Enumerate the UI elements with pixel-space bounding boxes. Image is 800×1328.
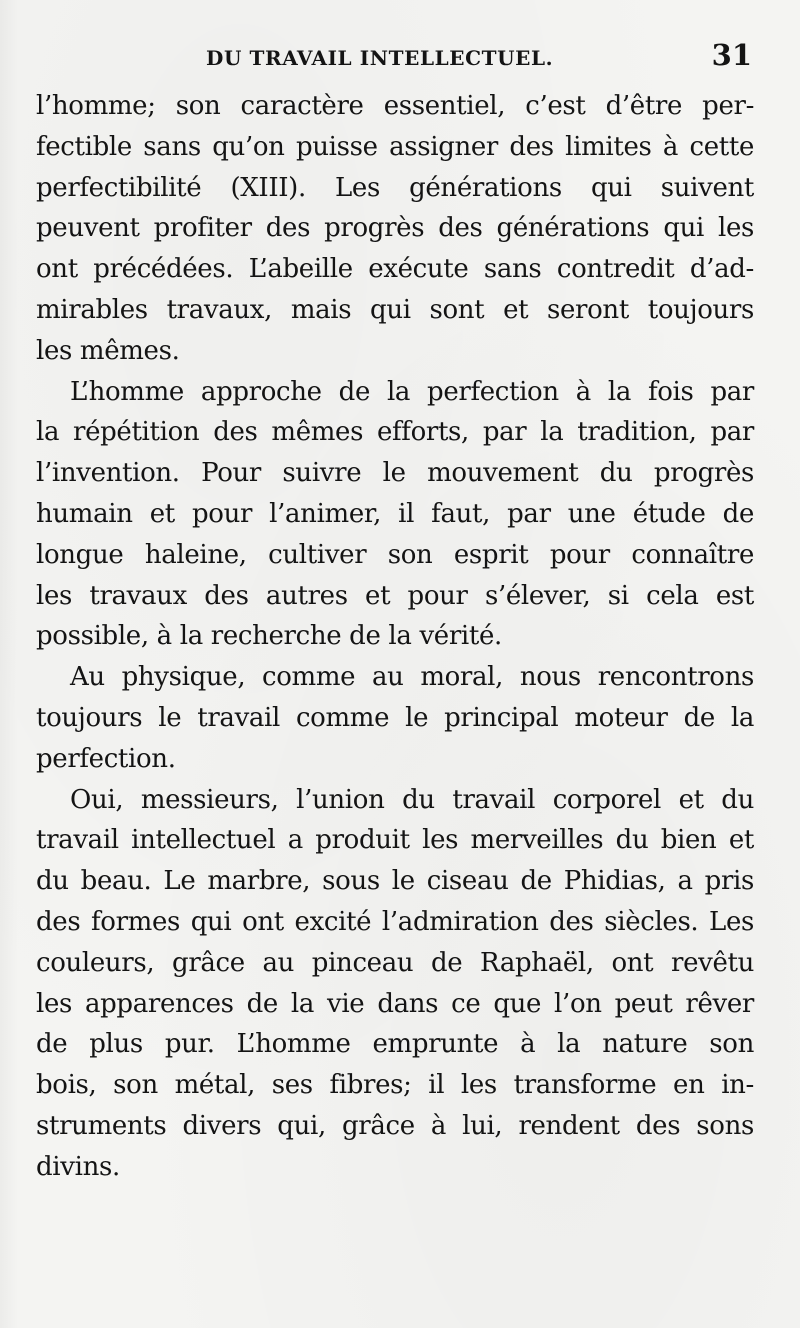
page-number: 31 <box>711 38 752 72</box>
text-line: des formes qui ont excité l’admiration des siècles. Les <box>36 906 754 937</box>
text-line: du beau. Le marbre, sous le ciseau de Phidias, a pris <box>36 866 754 897</box>
text-line: struments divers qui, grâce à lui, rendent des sons <box>36 1110 754 1141</box>
paragraph <box>36 780 754 1188</box>
text-line: mirables travaux, mais qui sont et seront toujours <box>36 294 754 325</box>
running-title: DU TRAVAIL INTELLECTUEL. <box>206 46 554 70</box>
text-line: les mêmes. <box>36 335 180 366</box>
text-line: les apparences de la vie dans ce que l’on peut rêver <box>36 988 754 1019</box>
text-line: la répétition des mêmes efforts, par la tradition, par <box>36 417 754 448</box>
page-header <box>36 40 754 80</box>
paragraph <box>36 372 754 658</box>
text-line: perfection. <box>36 743 176 774</box>
text-line: divins. <box>36 1151 120 1182</box>
paragraph <box>36 86 754 372</box>
text-line: L’homme approche de la perfection à la fois par <box>70 376 754 407</box>
text-line: couleurs, grâce au pinceau de Raphaël, ont revêtu <box>36 947 754 978</box>
text-line: Oui, messieurs, l’union du travail corporel et du <box>70 784 754 815</box>
text-line: humain et pour l’animer, il faut, par une étude de <box>36 498 754 529</box>
text-line: bois, son métal, ses fibres; il les transforme en in- <box>36 1070 754 1101</box>
text-line: les travaux des autres et pour s’élever, si cela est <box>36 580 754 611</box>
text-line: l’invention. Pour suivre le mouvement du progrès <box>36 458 754 489</box>
text-line: fectible sans qu’on puisse assigner des limites à cette <box>36 131 754 162</box>
text-line: possible, à la recherche de la vérité. <box>36 621 502 652</box>
body-text <box>36 86 754 1188</box>
text-line: longue haleine, cultiver son esprit pour connaître <box>36 539 754 570</box>
text-line: perfectibilité (XIII). Les générations qui suivent <box>36 172 754 203</box>
text-line: l’homme; son caractère essentiel, c’est d’être per- <box>36 91 754 121</box>
text-line: Au physique, comme au moral, nous rencontrons <box>70 662 754 693</box>
text-line: de plus pur. L’homme emprunte à la nature son <box>36 1029 754 1060</box>
text-line: travail intellectuel a produit les merveilles du bien et <box>36 825 754 856</box>
text-line: ont précédées. L’abeille exécute sans contredit d’ad- <box>36 254 754 285</box>
text-line: toujours le travail comme le principal moteur de la <box>36 702 754 733</box>
text-line: peuvent profiter des progrès des générations qui les <box>36 213 754 244</box>
paragraph <box>36 657 754 779</box>
